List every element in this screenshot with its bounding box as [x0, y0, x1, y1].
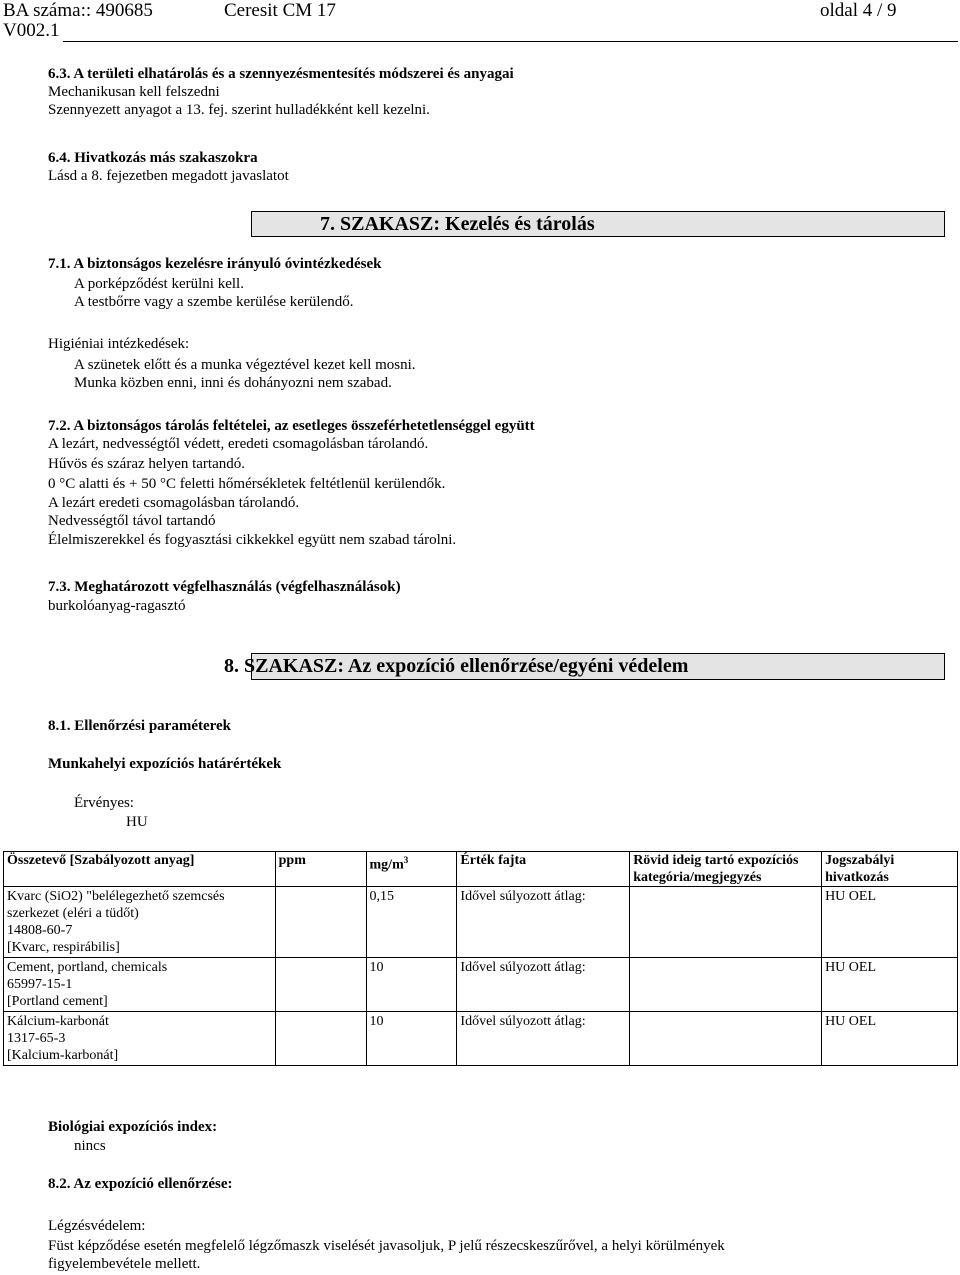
component-line: Cement, portland, chemicals	[7, 960, 168, 975]
component-line: [Portland cement]	[7, 994, 108, 1009]
component-line: szerkezet (eléri a tüdőt)	[7, 906, 139, 921]
product-name: Ceresit CM 17	[224, 0, 336, 21]
cell-ppm	[275, 887, 366, 958]
valid-label: Érvényes:	[74, 795, 134, 811]
cell-value-type: Idővel súlyozott átlag:	[457, 1012, 630, 1066]
text-line: Nedvességtől távol tartandó	[48, 513, 216, 529]
text-line: Füst képződése esetén megfelelő légzőmaszk viselését javasoljuk, P jelű részecskeszűrővel, a helyi körülmények	[48, 1238, 725, 1254]
section-6-4-title: 6.4. Hivatkozás más szakaszokra	[48, 150, 258, 166]
mgm3-label: mg/m	[369, 857, 404, 873]
cell-component	[4, 887, 276, 958]
cell-value-type: Idővel súlyozott átlag:	[457, 958, 630, 1012]
hygiene-title: Higiéniai intézkedések:	[48, 336, 190, 352]
cell-legal: HU OEL	[822, 887, 958, 958]
table-row	[4, 887, 958, 958]
col-header-ppm: ppm	[275, 852, 366, 887]
section-6-3-title: 6.3. A területi elhatárolás és a szennyezésmentesítés módszerei és anyagai	[48, 66, 514, 82]
col-header-component: Összetevő [Szabályozott anyag]	[4, 852, 276, 887]
cell-short-term	[630, 958, 822, 1012]
col-header-legal: Jogszabályi hivatkozás	[822, 852, 958, 887]
component-line: 65997-15-1	[7, 977, 73, 992]
section-8-2-title: 8.2. Az expozíció ellenőrzése:	[48, 1176, 233, 1192]
cell-value-type: Idővel súlyozott átlag:	[457, 887, 630, 958]
section-7-1-title: 7.1. A biztonságos kezelésre irányuló óvintézkedések	[48, 256, 382, 272]
text-line: Mechanikusan kell felszedni	[48, 84, 220, 100]
component-line: [Kalcium-karbonát]	[7, 1048, 119, 1063]
mgm3-superscript: 3	[403, 855, 409, 865]
cell-legal: HU OEL	[822, 958, 958, 1012]
version: V002.1	[3, 20, 60, 41]
cell-ppm	[275, 1012, 366, 1066]
text-line: Szennyezett anyagot a 13. fej. szerint hulladékként kell kezelni.	[48, 102, 430, 118]
ba-number: BA száma:: 490685	[3, 0, 153, 21]
component-line: Kálcium-karbonát	[7, 1014, 109, 1029]
page-number: oldal 4 / 9	[820, 0, 897, 21]
text-line: A szünetek előtt és a munka végeztével kezet kell mosni.	[74, 357, 416, 373]
component-line: 14808-60-7	[7, 923, 73, 938]
text-line: A testbőrre vagy a szembe kerülése kerülendő.	[74, 294, 354, 310]
header-rule	[63, 41, 958, 42]
text-line: A porképződést kerülni kell.	[74, 276, 244, 292]
valid-value: HU	[126, 814, 148, 830]
cell-short-term	[630, 887, 822, 958]
text-line: Élelmiszerekkel és fogyasztási cikkekkel együtt nem szabad tárolni.	[48, 532, 457, 548]
col-header-mgm3	[366, 852, 457, 887]
text-line: figyelembevétele mellett.	[48, 1256, 201, 1272]
table-row	[4, 958, 958, 1012]
text-line: A lezárt eredeti csomagolásban tárolandó.	[48, 495, 300, 511]
section-7-2-title: 7.2. A biztonságos tárolás feltételei, az esetleges összeférhetetlenséggel együtt	[48, 418, 535, 434]
section-7-3-title: 7.3. Meghatározott végfelhasználás (végfelhasználások)	[48, 579, 401, 595]
workplace-limits-title: Munkahelyi expozíciós határértékek	[48, 756, 282, 772]
component-line: 1317-65-3	[7, 1031, 66, 1046]
component-line: Kvarc (SiO2) "belélegezhető szemcsés	[7, 889, 225, 904]
col-header-short-term: Rövid ideig tartó expozíciós kategória/megjegyzés	[630, 852, 822, 887]
cell-ppm	[275, 958, 366, 1012]
section-7-heading: 7. SZAKASZ: Kezelés és tárolás	[320, 213, 595, 235]
table-header-row	[4, 852, 958, 887]
text-line: burkolóanyag-ragasztó	[48, 598, 186, 614]
respiratory-label: Légzésvédelem:	[48, 1218, 146, 1234]
text-line: Munka közben enni, inni és dohányozni nem szabad.	[74, 375, 392, 391]
text-line: Hűvös és száraz helyen tartandó.	[48, 456, 246, 472]
text-line: Lásd a 8. fejezetben megadott javaslatot	[48, 168, 289, 184]
text-line: A lezárt, nedvességtől védett, eredeti csomagolásban tárolandó.	[48, 436, 429, 452]
cell-short-term	[630, 1012, 822, 1066]
text-line: 0 °C alatti és + 50 °C feletti hőmérsékletek feltétlenül kerülendők.	[48, 476, 446, 492]
col-header-value-type: Érték fajta	[457, 852, 630, 887]
cell-component	[4, 1012, 276, 1066]
component-line: [Kvarc, respirábilis]	[7, 940, 120, 955]
exposure-limits-table	[3, 851, 958, 1066]
cell-mgm3: 0,15	[366, 887, 457, 958]
cell-mgm3: 10	[366, 1012, 457, 1066]
section-8-1-title: 8.1. Ellenőrzési paraméterek	[48, 718, 232, 734]
section-7-banner	[251, 211, 945, 237]
bio-index-value: nincs	[74, 1138, 106, 1154]
section-8-heading: 8. SZAKASZ: Az expozíció ellenőrzése/egyéni védelem	[224, 655, 689, 677]
bio-index-title: Biológiai expozíciós index:	[48, 1119, 218, 1135]
cell-legal: HU OEL	[822, 1012, 958, 1066]
table-row	[4, 1012, 958, 1066]
cell-mgm3: 10	[366, 958, 457, 1012]
cell-component	[4, 958, 276, 1012]
section-8-banner	[224, 653, 945, 680]
